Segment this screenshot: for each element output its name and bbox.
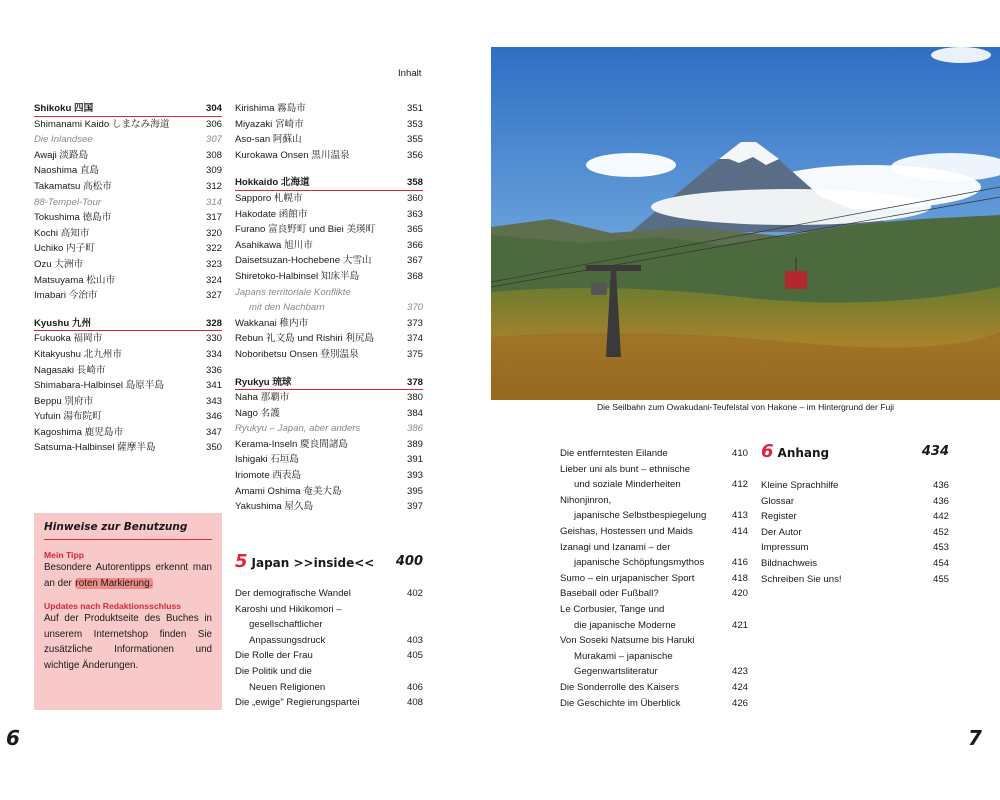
toc-entry-page: 314 bbox=[205, 196, 222, 208]
toc-entry-title: Shikoku 四国 bbox=[34, 103, 94, 114]
toc-entry-title: Neuen Religionen bbox=[249, 681, 326, 693]
toc-entry-title: Kleine Sprachhilfe bbox=[761, 480, 839, 491]
toc-column-1 bbox=[34, 101, 222, 456]
toc-entry[interactable] bbox=[560, 664, 748, 680]
toc-entry-title: Der Autor bbox=[761, 526, 802, 538]
toc-entry-title: Kerama-Inseln 慶良間諸島 bbox=[235, 438, 349, 450]
toc-entry-page: 442 bbox=[932, 511, 949, 523]
toc-entry-page: 355 bbox=[406, 134, 423, 146]
toc-entry[interactable] bbox=[560, 696, 748, 712]
toc-entry-title: Sumo – ein urjapanischer Sport bbox=[560, 572, 695, 584]
fuji-landscape-image bbox=[491, 47, 1000, 400]
toc-entry[interactable] bbox=[34, 409, 222, 425]
toc-entry-title: Register bbox=[761, 511, 797, 523]
toc-entry-page: 343 bbox=[205, 395, 222, 407]
toc-entry-page: 341 bbox=[205, 380, 222, 392]
toc-entry-title: Iriomote 西表島 bbox=[235, 470, 302, 482]
toc-entry[interactable] bbox=[560, 477, 748, 493]
toc-entry-title: Miyazaki 宮崎市 bbox=[235, 118, 304, 130]
toc-entry-page: 375 bbox=[406, 348, 423, 360]
toc-entry-title: Izanagi und Izanami – der bbox=[560, 541, 671, 553]
toc-entry[interactable] bbox=[560, 508, 748, 524]
toc-entry[interactable] bbox=[560, 524, 748, 540]
toc-entry-page: 395 bbox=[406, 485, 423, 497]
toc-entry[interactable] bbox=[34, 117, 222, 133]
toc-entry-title: Imabari 今治市 bbox=[34, 290, 98, 302]
toc-entry[interactable] bbox=[34, 273, 222, 289]
toc-entry-page: 403 bbox=[406, 634, 423, 646]
toc-entry-title: Ryukyu 琉球 bbox=[235, 376, 292, 388]
toc-entry-title: Bildnachweis bbox=[761, 557, 817, 569]
tip-text bbox=[44, 560, 212, 591]
toc-entry[interactable] bbox=[34, 148, 222, 164]
toc-entry[interactable] bbox=[560, 540, 748, 556]
toc-entry-title: Die Sonderrolle des Kaisers bbox=[560, 681, 679, 693]
toc-entry-title: Hakodate 函館市 bbox=[235, 208, 308, 220]
toc-entry[interactable] bbox=[560, 649, 748, 665]
toc-entry[interactable] bbox=[34, 163, 222, 179]
chapter-5-heading[interactable] bbox=[235, 550, 423, 574]
toc-entry[interactable] bbox=[235, 253, 423, 269]
toc-entry-page: 351 bbox=[406, 103, 423, 114]
usage-hints-box bbox=[34, 513, 222, 710]
toc-entry-page: 413 bbox=[731, 510, 748, 522]
toc-entry-title: und soziale Minderheiten bbox=[574, 479, 681, 491]
toc-entry-page: 454 bbox=[932, 557, 949, 569]
toc-entry-title: Amami Oshima 奄美大島 bbox=[235, 485, 342, 497]
toc-entry[interactable] bbox=[235, 300, 423, 316]
toc-entry-title: Noboribetsu Onsen 登別温泉 bbox=[235, 348, 359, 360]
toc-entry[interactable] bbox=[235, 238, 423, 254]
toc-entry-page: 306 bbox=[205, 118, 222, 130]
toc-entry-page: 420 bbox=[731, 588, 748, 600]
toc-entry-page: 363 bbox=[406, 208, 423, 220]
section-label: Inhalt bbox=[398, 68, 422, 79]
chapter-6-number: 6 bbox=[761, 441, 774, 462]
toc-entry[interactable] bbox=[235, 680, 423, 696]
toc-entry[interactable] bbox=[560, 555, 748, 571]
chapter-5-page: 400 bbox=[395, 554, 423, 569]
toc-entry[interactable] bbox=[235, 695, 423, 711]
toc-entry-page: 391 bbox=[406, 454, 423, 466]
toc-entry-page: 405 bbox=[406, 650, 423, 662]
toc-entry-title: Impressum bbox=[761, 542, 809, 554]
toc-entry-title: Baseball oder Fußball? bbox=[560, 588, 659, 600]
toc-entry-page: 455 bbox=[932, 573, 949, 585]
toc-entry[interactable] bbox=[235, 101, 423, 117]
toc-entry-title: Wakkanai 稚内市 bbox=[235, 317, 309, 329]
toc-entry-title: gesellschaftlicher bbox=[249, 619, 323, 631]
toc-entry[interactable] bbox=[560, 462, 748, 478]
toc-entry-page: 374 bbox=[406, 333, 423, 345]
toc-entry-page: 393 bbox=[406, 470, 423, 482]
toc-entry-page: 336 bbox=[205, 364, 222, 376]
toc-entry-page: 389 bbox=[406, 438, 423, 450]
toc-entry-title: Yakushima 屋久島 bbox=[235, 501, 314, 513]
toc-entry-title: Satsuma-Halbinsel 薩摩半島 bbox=[34, 442, 156, 454]
toc-entry[interactable] bbox=[235, 633, 423, 649]
chapter-6-entries bbox=[761, 478, 949, 587]
toc-entry-page: 346 bbox=[205, 411, 222, 423]
toc-entry[interactable] bbox=[235, 468, 423, 484]
toc-entry-page: 323 bbox=[205, 258, 222, 270]
toc-entry-page: 356 bbox=[406, 149, 423, 161]
toc-entry[interactable] bbox=[560, 493, 748, 509]
toc-entry-title: Hokkaido 北海道 bbox=[235, 177, 310, 189]
toc-entry-title: japanische Schöpfungsmythos bbox=[574, 557, 705, 569]
chapter-6-heading[interactable] bbox=[761, 440, 949, 464]
toc-entry-title: die japanische Moderne bbox=[574, 619, 676, 631]
toc-entry-title: Nagasaki 長崎市 bbox=[34, 364, 106, 376]
toc-entry-title: Kochi 高知市 bbox=[34, 227, 90, 239]
toc-entry-page: 309 bbox=[205, 165, 222, 177]
toc-entry-page: 330 bbox=[205, 333, 222, 345]
toc-entry-title: Furano 富良野町 und Biei 美瑛町 bbox=[235, 224, 376, 236]
toc-entry-page: 380 bbox=[406, 392, 423, 404]
toc-entry-title: Nago 名護 bbox=[235, 407, 280, 419]
toc-entry[interactable] bbox=[235, 664, 423, 680]
toc-entry-title: Kagoshima 鹿児島市 bbox=[34, 426, 124, 438]
toc-entry[interactable] bbox=[34, 226, 222, 242]
toc-entry[interactable] bbox=[761, 572, 949, 588]
toc-entry[interactable] bbox=[235, 191, 423, 207]
toc-entry-title: Die entferntesten Eilande bbox=[560, 448, 668, 459]
toc-entry[interactable] bbox=[235, 331, 423, 347]
toc-entry-title: Kyushu 九州 bbox=[34, 317, 92, 329]
chapter-6-title: Anhang bbox=[777, 446, 830, 460]
toc-entry[interactable] bbox=[235, 390, 423, 406]
toc-entry-page: 353 bbox=[406, 118, 423, 130]
toc-entry-page: 322 bbox=[205, 243, 222, 255]
toc-entry[interactable] bbox=[235, 132, 423, 148]
toc-entry-title: Ryukyu – Japan, aber anders bbox=[235, 423, 361, 435]
toc-entry[interactable] bbox=[34, 425, 222, 441]
toc-entry-page: 426 bbox=[731, 697, 748, 709]
tip-label: Mein Tipp bbox=[44, 550, 84, 560]
toc-entry[interactable] bbox=[34, 394, 222, 410]
toc-entry-title: Schreiben Sie uns! bbox=[761, 573, 842, 585]
toc-entry-title: Asahikawa 旭川市 bbox=[235, 239, 313, 251]
toc-entry-title: Die Geschichte im Überblick bbox=[560, 697, 681, 709]
red-marker-highlight: roten Markierung. bbox=[75, 577, 153, 589]
toc-entry-title: Uchiko 内子町 bbox=[34, 243, 95, 255]
toc-entry[interactable] bbox=[235, 117, 423, 133]
toc-entry-title: Der demografische Wandel bbox=[235, 588, 351, 599]
toc-entry-page: 304 bbox=[205, 103, 222, 114]
toc-entry-title: Die Inlandsee bbox=[34, 134, 93, 146]
toc-entry-title: Takamatsu 高松市 bbox=[34, 180, 112, 192]
toc-entry-title: Die „ewige" Regierungspartei bbox=[235, 697, 360, 709]
toc-entry-page: 421 bbox=[731, 619, 748, 631]
toc-entry-page: 365 bbox=[406, 224, 423, 236]
toc-entry-page: 366 bbox=[406, 239, 423, 251]
toc-entry[interactable] bbox=[761, 556, 949, 572]
toc-entry[interactable] bbox=[761, 478, 949, 494]
toc-entry-page: 334 bbox=[205, 348, 222, 360]
toc-entry-title: mit den Nachbarn bbox=[249, 302, 325, 314]
toc-entry[interactable] bbox=[235, 406, 423, 422]
toc-entry[interactable] bbox=[34, 257, 222, 273]
toc-entry-page: 378 bbox=[406, 376, 423, 388]
toc-entry[interactable] bbox=[235, 586, 423, 602]
toc-section-heading[interactable] bbox=[34, 316, 222, 332]
toc-entry[interactable] bbox=[34, 195, 222, 211]
toc-entry[interactable] bbox=[34, 363, 222, 379]
toc-entry-title: Murakami – japanische bbox=[574, 650, 673, 662]
toc-entry-page: 436 bbox=[932, 480, 949, 491]
toc-entry-title: Shimabara-Halbinsel 島原半島 bbox=[34, 380, 165, 392]
toc-entry[interactable] bbox=[560, 680, 748, 696]
toc-entry-title: Die Rolle der Frau bbox=[235, 650, 313, 662]
toc-entry-title: Daisetsuzan-Hochebene 大雪山 bbox=[235, 255, 372, 267]
toc-entry[interactable] bbox=[235, 269, 423, 285]
toc-section-heading[interactable] bbox=[235, 375, 423, 391]
toc-entry-page: 368 bbox=[406, 270, 423, 282]
photo-caption: Die Seilbahn zum Owakudani-Teufelstal von Hakone – im Hintergrund der Fuji bbox=[596, 402, 895, 412]
toc-entry[interactable] bbox=[235, 452, 423, 468]
toc-entry-title: Le Corbusier, Tange und bbox=[560, 603, 665, 615]
toc-entry-title: Gegenwartsliteratur bbox=[574, 666, 658, 678]
toc-entry[interactable] bbox=[235, 148, 423, 164]
chapter-5-title: Japan >>inside<< bbox=[251, 556, 375, 570]
toc-entry-title: Glossar bbox=[761, 495, 795, 507]
toc-entry-page: 386 bbox=[406, 423, 423, 435]
toc-entry-page: 358 bbox=[406, 177, 423, 189]
toc-entry-title: Kirishima 霧島市 bbox=[235, 103, 306, 114]
toc-entry[interactable] bbox=[235, 285, 423, 301]
toc-entry-page: 452 bbox=[932, 526, 949, 538]
toc-entry-title: Von Soseki Natsume bis Haruki bbox=[560, 635, 695, 647]
toc-entry[interactable] bbox=[34, 241, 222, 257]
toc-entry-page: 384 bbox=[406, 407, 423, 419]
toc-entry-page: 423 bbox=[731, 666, 748, 678]
toc-entry[interactable] bbox=[34, 210, 222, 226]
toc-entry-page: 424 bbox=[731, 681, 748, 693]
page-number-right: 7 bbox=[968, 726, 982, 750]
toc-entry[interactable] bbox=[235, 617, 423, 633]
toc-entry[interactable] bbox=[560, 602, 748, 618]
toc-section-heading[interactable] bbox=[34, 101, 222, 117]
toc-entry-page: 370 bbox=[406, 302, 423, 314]
toc-entry[interactable] bbox=[235, 421, 423, 437]
toc-entry[interactable] bbox=[34, 132, 222, 148]
toc-entry-page: 327 bbox=[205, 290, 222, 302]
toc-entry-page: 347 bbox=[205, 426, 222, 438]
toc-entry[interactable] bbox=[560, 618, 748, 634]
toc-entry-page: 408 bbox=[406, 697, 423, 709]
toc-entry-title: Shimanami Kaido しまなみ海道 bbox=[34, 118, 170, 130]
toc-entry[interactable] bbox=[34, 288, 222, 304]
toc-entry-page: 414 bbox=[731, 525, 748, 537]
toc-entry[interactable] bbox=[235, 648, 423, 664]
toc-entry-title: Matsuyama 松山市 bbox=[34, 274, 116, 286]
toc-entry[interactable] bbox=[560, 446, 748, 462]
toc-entry-page: 416 bbox=[731, 557, 748, 569]
toc-entry-title: Kurokawa Onsen 黒川温泉 bbox=[235, 149, 350, 161]
toc-entry-title: Anpassungsdruck bbox=[249, 634, 326, 646]
toc-entry-page: 453 bbox=[932, 542, 949, 554]
toc-entry-title: Beppu 別府市 bbox=[34, 395, 94, 407]
toc-entry[interactable] bbox=[761, 540, 949, 556]
toc-entry-title: Japans territoriale Konflikte bbox=[235, 286, 351, 298]
toc-entry-page: 320 bbox=[205, 227, 222, 239]
toc-entry[interactable] bbox=[34, 347, 222, 363]
toc-entry-title: Geishas, Hostessen und Maids bbox=[560, 525, 693, 537]
toc-entry[interactable] bbox=[34, 378, 222, 394]
usage-hints-title: Hinweise zur Benutzung bbox=[44, 521, 212, 540]
toc-entry-title: Fukuoka 福岡市 bbox=[34, 333, 103, 345]
toc-entry-title: Naoshima 直島 bbox=[34, 165, 100, 177]
toc-entry-title: Ozu 大洲市 bbox=[34, 258, 84, 270]
toc-entry-title: Awaji 淡路島 bbox=[34, 149, 89, 161]
toc-entry-page: 328 bbox=[205, 317, 222, 329]
toc-entry-page: 307 bbox=[205, 134, 222, 146]
toc-entry[interactable] bbox=[761, 494, 949, 510]
toc-entry-page: 360 bbox=[406, 192, 423, 204]
toc-entry-title: Yufuin 湯布院町 bbox=[34, 411, 102, 423]
toc-entry[interactable] bbox=[34, 331, 222, 347]
toc-entry[interactable] bbox=[235, 347, 423, 363]
toc-entry[interactable] bbox=[560, 586, 748, 602]
toc-entry-page: 312 bbox=[205, 180, 222, 192]
chapter-5-entries bbox=[235, 586, 423, 711]
toc-entry[interactable] bbox=[560, 571, 748, 587]
toc-entry-title: Kitakyushu 北九州市 bbox=[34, 348, 122, 360]
toc-entry-title: Die Politik und die bbox=[235, 665, 312, 677]
toc-entry-page: 367 bbox=[406, 255, 423, 267]
chapter-6-page: 434 bbox=[921, 444, 949, 459]
toc-entry-page: 373 bbox=[406, 317, 423, 329]
toc-entry[interactable] bbox=[235, 316, 423, 332]
update-text: Auf der Produktseite des Buches in unserem Internetshop finden Sie zusätzliche Informationen und wichtige Änderungen. bbox=[44, 613, 212, 671]
update-label: Updates nach Redaktionsschluss bbox=[44, 601, 182, 612]
toc-entry-page: 317 bbox=[205, 212, 222, 224]
chapter-5-number: 5 bbox=[235, 551, 248, 572]
toc-entry-title: Naha 那覇市 bbox=[235, 392, 290, 404]
page-number-left: 6 bbox=[6, 726, 20, 750]
toc-entry-title: 88-Tempel-Tour bbox=[34, 196, 102, 208]
chapter-6-block bbox=[761, 440, 949, 587]
toc-column-3 bbox=[560, 446, 748, 711]
toc-entry-title: Shiretoko-Halbinsel 知床半島 bbox=[235, 270, 360, 282]
toc-entry-page: 410 bbox=[731, 448, 748, 459]
toc-entry-page: 402 bbox=[406, 588, 423, 599]
toc-entry-title: Sapporo 札幌市 bbox=[235, 192, 303, 204]
toc-entry[interactable] bbox=[34, 179, 222, 195]
toc-entry[interactable] bbox=[235, 437, 423, 453]
toc-entry-page: 406 bbox=[406, 681, 423, 693]
toc-entry[interactable] bbox=[235, 602, 423, 618]
toc-entry[interactable] bbox=[235, 207, 423, 223]
toc-entry-title: Rebun 礼文島 und Rishiri 利尻島 bbox=[235, 333, 375, 345]
toc-entry-page: 308 bbox=[205, 149, 222, 161]
toc-entry-title: japanische Selbstbespiegelung bbox=[574, 510, 707, 522]
toc-entry[interactable] bbox=[761, 525, 949, 541]
toc-entry-title: Tokushima 徳島市 bbox=[34, 212, 112, 224]
toc-entry-page: 412 bbox=[731, 479, 748, 491]
toc-entry-title: Karoshi und Hikikomori – bbox=[235, 603, 342, 615]
tip-text-body: Besondere Autorentipps erkennt man an der bbox=[44, 562, 212, 589]
toc-section-heading[interactable] bbox=[235, 175, 423, 191]
toc-entry[interactable] bbox=[235, 222, 423, 238]
toc-entry-page: 418 bbox=[731, 572, 748, 584]
toc-entry[interactable] bbox=[560, 633, 748, 649]
toc-entry-title: Ishigaki 石垣島 bbox=[235, 454, 299, 466]
toc-entry[interactable] bbox=[235, 484, 423, 500]
toc-entry-page: 436 bbox=[932, 495, 949, 507]
toc-entry-title: Nihonjinron, bbox=[560, 494, 612, 506]
toc-entry-page: 324 bbox=[205, 274, 222, 286]
toc-entry[interactable] bbox=[235, 499, 423, 515]
toc-column-2 bbox=[235, 101, 423, 515]
toc-entry-title: Aso-san 阿蘇山 bbox=[235, 134, 302, 146]
toc-entry-title: Lieber uni als bunt – ethnische bbox=[560, 463, 691, 475]
hakone-ropeway-photo bbox=[491, 47, 1000, 400]
chapter-5-block bbox=[235, 550, 423, 711]
toc-entry-page: 350 bbox=[205, 442, 222, 454]
toc-entry-page: 397 bbox=[406, 501, 423, 513]
toc-entry[interactable] bbox=[34, 440, 222, 456]
toc-entry[interactable] bbox=[761, 509, 949, 525]
